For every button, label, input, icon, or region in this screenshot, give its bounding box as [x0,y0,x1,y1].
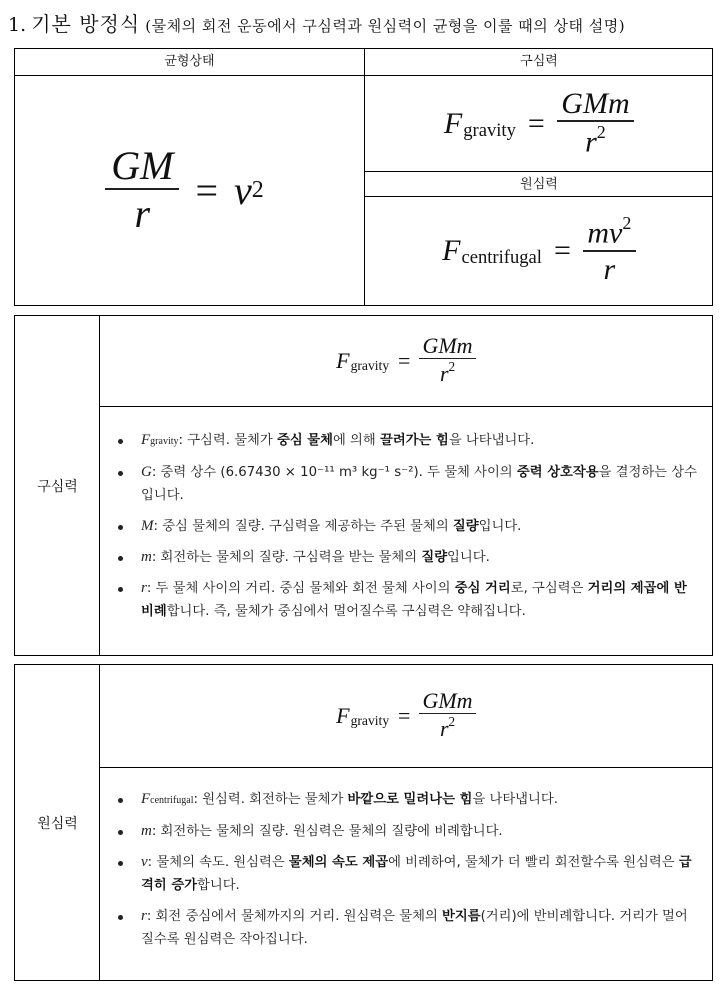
centrifugal-formula: F centrifugal = $\frac{mv^2}{r}$ [442,214,636,288]
variable-symbol: G [141,464,152,480]
list-item: v: 물체의 속도. 원심력은 물체의 속도 제곱에 비례하여, 물체가 더 빨리 회전할수록 원심력은 급격히 증가합니다. [114,851,698,897]
emphasis-text: 질량 [421,550,448,565]
list-item: G: 중력 상수 (6.67430 × 10⁻¹¹ m³ kg⁻¹ s⁻²). 두 물체 사이의 중력 상호작용을 결정하는 상수입니다. [114,461,698,507]
variable-symbol: Fcentrifugal [141,791,194,807]
emphasis-text: 바깥으로 밀려나는 힘 [347,792,473,807]
emphasis-text: 거리의 제곱에 반비례 [141,581,687,619]
centripetal-variable-list [114,429,698,623]
emphasis-text: 중력 상호작용 [516,465,599,480]
emphasis-text: 중심 거리 [454,581,511,596]
centrifugal-formula-cell [364,196,713,305]
list-item: Fgravity: 구심력. 물체가 중심 물체에 의해 끌려가는 힘을 나타냅니다. [114,429,698,453]
emphasis-text: 끌려가는 힘 [379,433,449,448]
section-subtitle: (물체의 회전 운동에서 구심력과 원심력이 균형을 이룰 때의 상태 설명) [145,17,626,35]
emphasis-text: 질량 [452,519,479,534]
emphasis-text: 반지름 [442,909,481,924]
list-item: r: 두 물체 사이의 거리. 중심 물체와 회전 물체 사이의 중심 거리로, 구심력은 거리의 제곱에 반비례합니다. 즉, 물체가 중심에서 멀어질수록 구심력은 약해집니다. [114,577,698,623]
section-heading: 기본 방정식 [31,12,141,36]
variable-symbol: M [141,518,154,534]
centripetal-section-formula: F gravity = $\frac{\text{GMm}}{r^2}$ [336,334,476,387]
header-equilibrium: 균형상태 [164,54,215,69]
centrifugal-explanations [99,767,712,980]
emphasis-text: 물체의 속도 제곱 [288,855,389,870]
emphasis-text: 급격히 증가 [141,855,692,893]
centrifugal-formula-row [99,665,712,767]
centripetal-table [14,315,713,656]
list-item: Fcentrifugal: 원심력. 회전하는 물체가 바깥으로 밀려나는 힘을 나타냅니다. [114,788,698,812]
emphasis-text: 중심 물체 [276,433,333,448]
variable-symbol: m [141,549,152,565]
header-centrifugal: 원심력 [364,171,713,197]
centripetal-explanations [99,406,712,655]
section-number: 1. [8,14,27,36]
variable-symbol: m [141,823,152,839]
equilibrium-formula-cell [15,75,364,305]
section-title [8,8,625,37]
centrifugal-variable-list [114,788,698,951]
list-item: M: 중심 물체의 질량. 구심력을 제공하는 주된 물체의 질량입니다. [114,515,698,538]
centripetal-formula: F gravity = $\frac{\text{GMm}}{r^2}$ [444,87,634,161]
variable-symbol: v [141,854,148,870]
variable-symbol: r [141,580,147,596]
list-item: r: 회전 중심에서 물체까지의 거리. 원심력은 물체의 반지름(거리)에 반비례합니다. 거리가 멀어질수록 원심력은 작아집니다. [114,905,698,951]
centripetal-formula-row [99,316,712,406]
summary-table [14,48,713,306]
centripetal-formula-cell [364,75,713,172]
header-centripetal: 구심력 [364,49,713,75]
centrifugal-label: 원심력 [37,815,78,832]
list-item: m: 회전하는 물체의 질량. 원심력은 물체의 질량에 비례합니다. [114,820,698,843]
centrifugal-section-formula: F gravity = $\frac{\text{GMm}}{r^2}$ [336,689,476,742]
centripetal-label: 구심력 [37,478,78,495]
equilibrium-formula: $\frac{GM}{r}$ = v 2 [105,144,264,238]
variable-symbol: Fgravity [141,432,179,448]
list-item: m: 회전하는 물체의 질량. 구심력을 받는 물체의 질량입니다. [114,546,698,569]
centrifugal-table [14,664,713,981]
variable-symbol: r [141,908,147,924]
